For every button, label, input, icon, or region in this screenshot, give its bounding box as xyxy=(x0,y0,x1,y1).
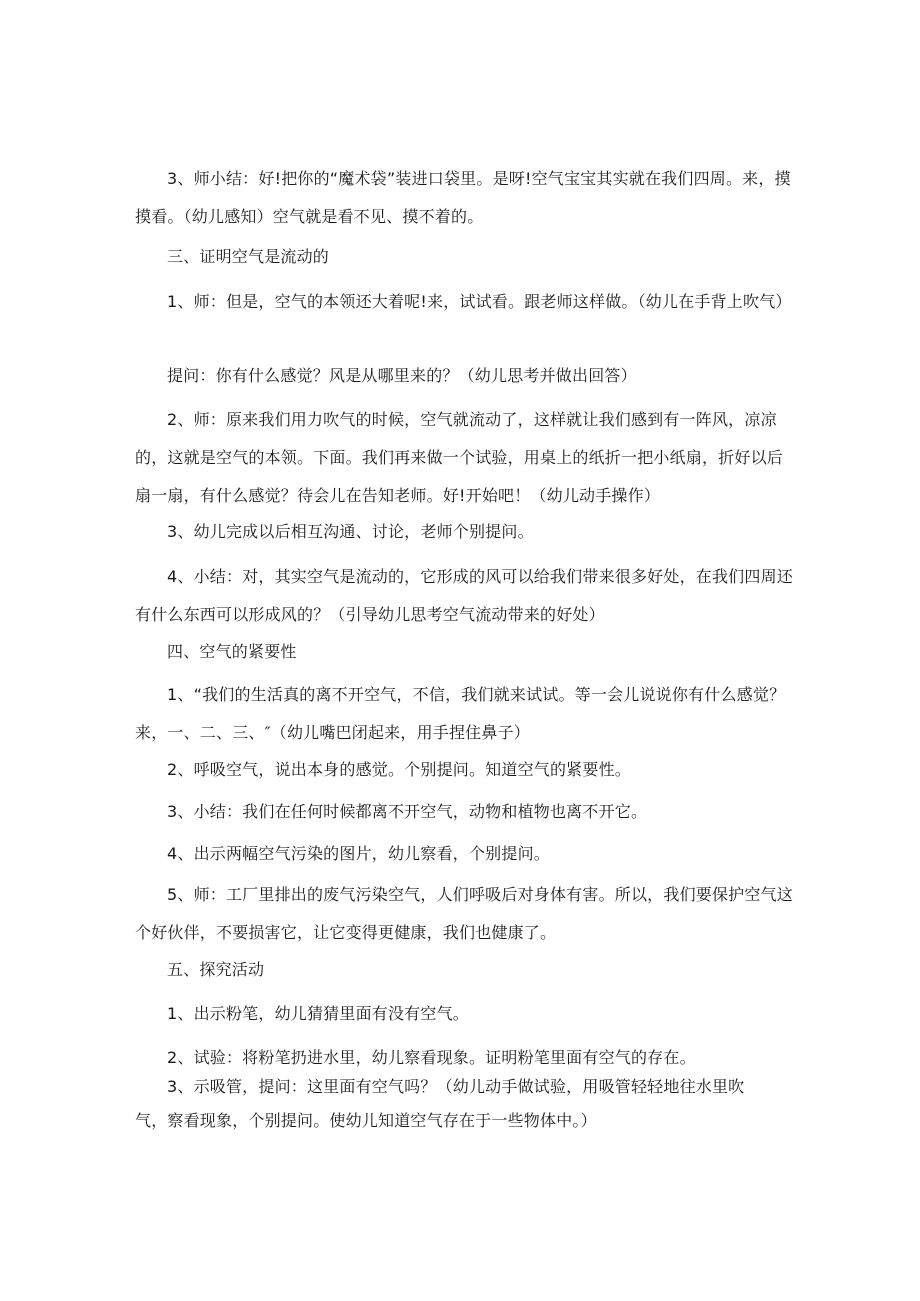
section-heading-5: 五、探究活动 xyxy=(167,960,265,979)
paragraph-section4-item4: 4、出示两幅空气污染的图片，幼儿察看，个别提问。 xyxy=(167,844,550,863)
section-heading-4: 四、空气的紧要性 xyxy=(167,642,297,661)
paragraph-section3-item2: 2、师：原来我们用力吹气的时候，空气就流动了，这样就让我们感到有一阵风，凉凉的，这就是空气的本领。下面。我们再来做一个试验，用桌上的纸折一把小纸扇，折好以后扇一扇，有什么感觉？待会儿在告知老师。好!开始吧！（幼儿动手操作） xyxy=(135,410,784,505)
paragraph-section4-item1: 1、“我们的生活真的离不开空气，不信，我们就来试试。等一会儿说说你有什么感觉？来，一、二、三、″（幼儿嘴巴闭起来，用手捏住鼻子） xyxy=(135,685,786,742)
paragraph-section5-item3: 3、示吸管，提问：这里面有空气吗？（幼儿动手做试验，用吸管轻轻地往水里吹气，察看现象，个别提问。使幼儿知道空气存在于一些物体中。） xyxy=(135,1077,745,1130)
paragraph-section3-item3: 3、幼儿完成以后相互沟通、讨论，老师个别提问。 xyxy=(167,522,534,541)
paragraph-teacher-summary: 3、师小结：好!把你的“魔术袋”装进口袋里。是呀!空气宝宝其实就在我们四周。来，摸摸看。（幼儿感知）空气就是看不见、摸不着的。 xyxy=(135,169,791,226)
paragraph-question: 提问：你有什么感觉？风是从哪里来的？（幼儿思考并做出回答） xyxy=(167,366,637,385)
paragraph-section3-item1: 1、师：但是，空气的本领还大着呢!来，试试看。跟老师这样做。（幼儿在手背上吹气） xyxy=(167,292,792,311)
paragraph-section4-item2: 2、呼吸空气，说出本身的感觉。个别提问。知道空气的紧要性。 xyxy=(167,760,631,779)
paragraph-section5-item2: 2、试验：将粉笔扔进水里，幼儿察看现象。证明粉笔里面有空气的存在。 xyxy=(167,1048,696,1067)
paragraph-section4-item5: 5、师：工厂里排出的废气污染空气，人们呼吸后对身体有害。所以，我们要保护空气这个好伙伴，不要损害它，让它变得更健康，我们也健康了。 xyxy=(135,885,793,942)
section-heading-3: 三、证明空气是流动的 xyxy=(167,247,330,266)
paragraph-section4-item3: 3、小结：我们在任何时候都离不开空气，动物和植物也离不开它。 xyxy=(167,802,648,821)
paragraph-section5-item1: 1、出示粉笔，幼儿猜猜里面有没有空气。 xyxy=(167,1004,469,1023)
paragraph-section3-summary: 4、小结：对，其实空气是流动的，它形成的风可以给我们带来很多好处，在我们四周还有什么东西可以形成风的？（引导幼儿思考空气流动带来的好处） xyxy=(135,567,793,624)
